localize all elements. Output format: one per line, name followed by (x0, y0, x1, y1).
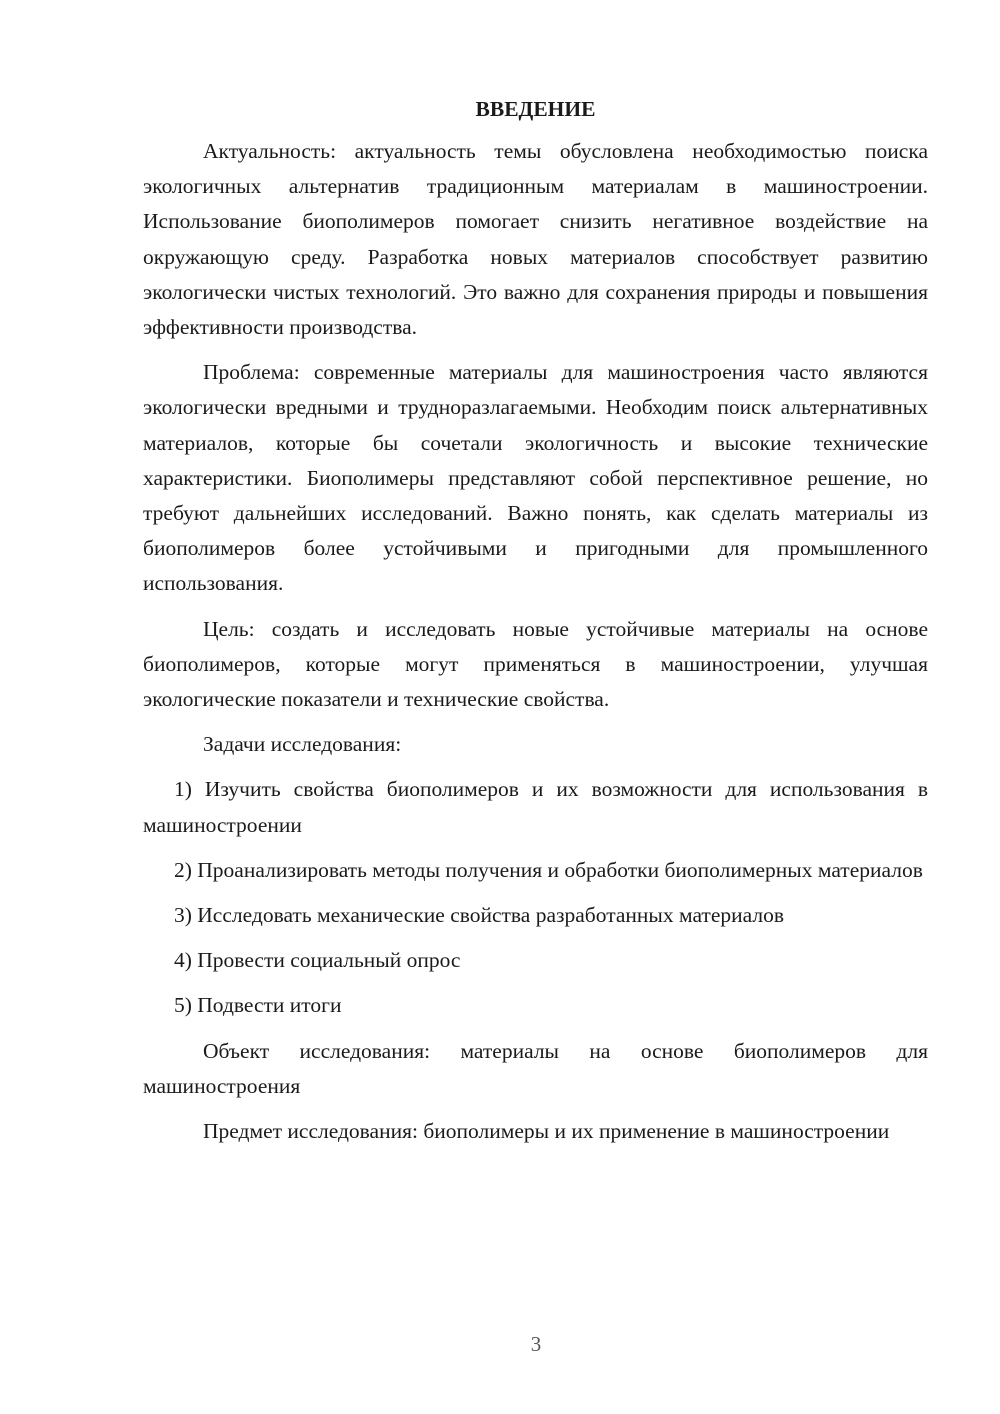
problem-paragraph: Проблема: современные материалы для машиностроения часто являются экологически вредными и трудноразлагаемыми. Необходим поиск альтернативных материалов, которые бы сочетали экологичность и высокие технические характеристики. Биополимеры представляют собой перспективное решение, но требуют дальнейших исследований. Важно понять, как сделать материалы из биополимеров более устойчивыми и пригодными для промышленного использования. (143, 360, 928, 596)
task-item-2: 2) Проанализировать методы получения и обработки биополимерных материалов (174, 857, 923, 882)
task-item-5: 5) Подвести итоги (174, 993, 342, 1018)
page-title: ВВЕДЕНИЕ (475, 97, 596, 121)
task-item-4: 4) Провести социальный опрос (174, 948, 461, 973)
document-page (143, 92, 928, 1159)
research-object-paragraph: Объект исследования: материалы на основе биополимеров для машиностроения (143, 1038, 928, 1098)
tasks-heading: Задачи исследования: (203, 732, 402, 757)
goal-paragraph: Цель: создать и исследовать новые устойчивые материалы на основе биополимеров, которые могут применяться в машиностроении, улучшая экологические показатели и технические свойства. (143, 616, 928, 712)
task-item-1: 1) Изучить свойства биополимеров и их возможности для использования в машиностроении (143, 777, 928, 837)
page-number: 3 (530, 1332, 542, 1356)
relevance-paragraph: Актуальность: актуальность темы обусловлена необходимостью поиска экологичных альтернатив традиционным материалам в машиностроении. Использование биополимеров помогает снизить негативное воздействие на окружающую среду. Разработка новых материалов способствует развитию экологически чистых технологий. Это важно для сохранения природы и повышения эффективности производства. (143, 139, 928, 340)
research-subject-paragraph: Предмет исследования: биополимеры и их применение в машиностроении (203, 1119, 890, 1144)
task-item-3: 3) Исследовать механические свойства разработанных материалов (174, 903, 784, 928)
